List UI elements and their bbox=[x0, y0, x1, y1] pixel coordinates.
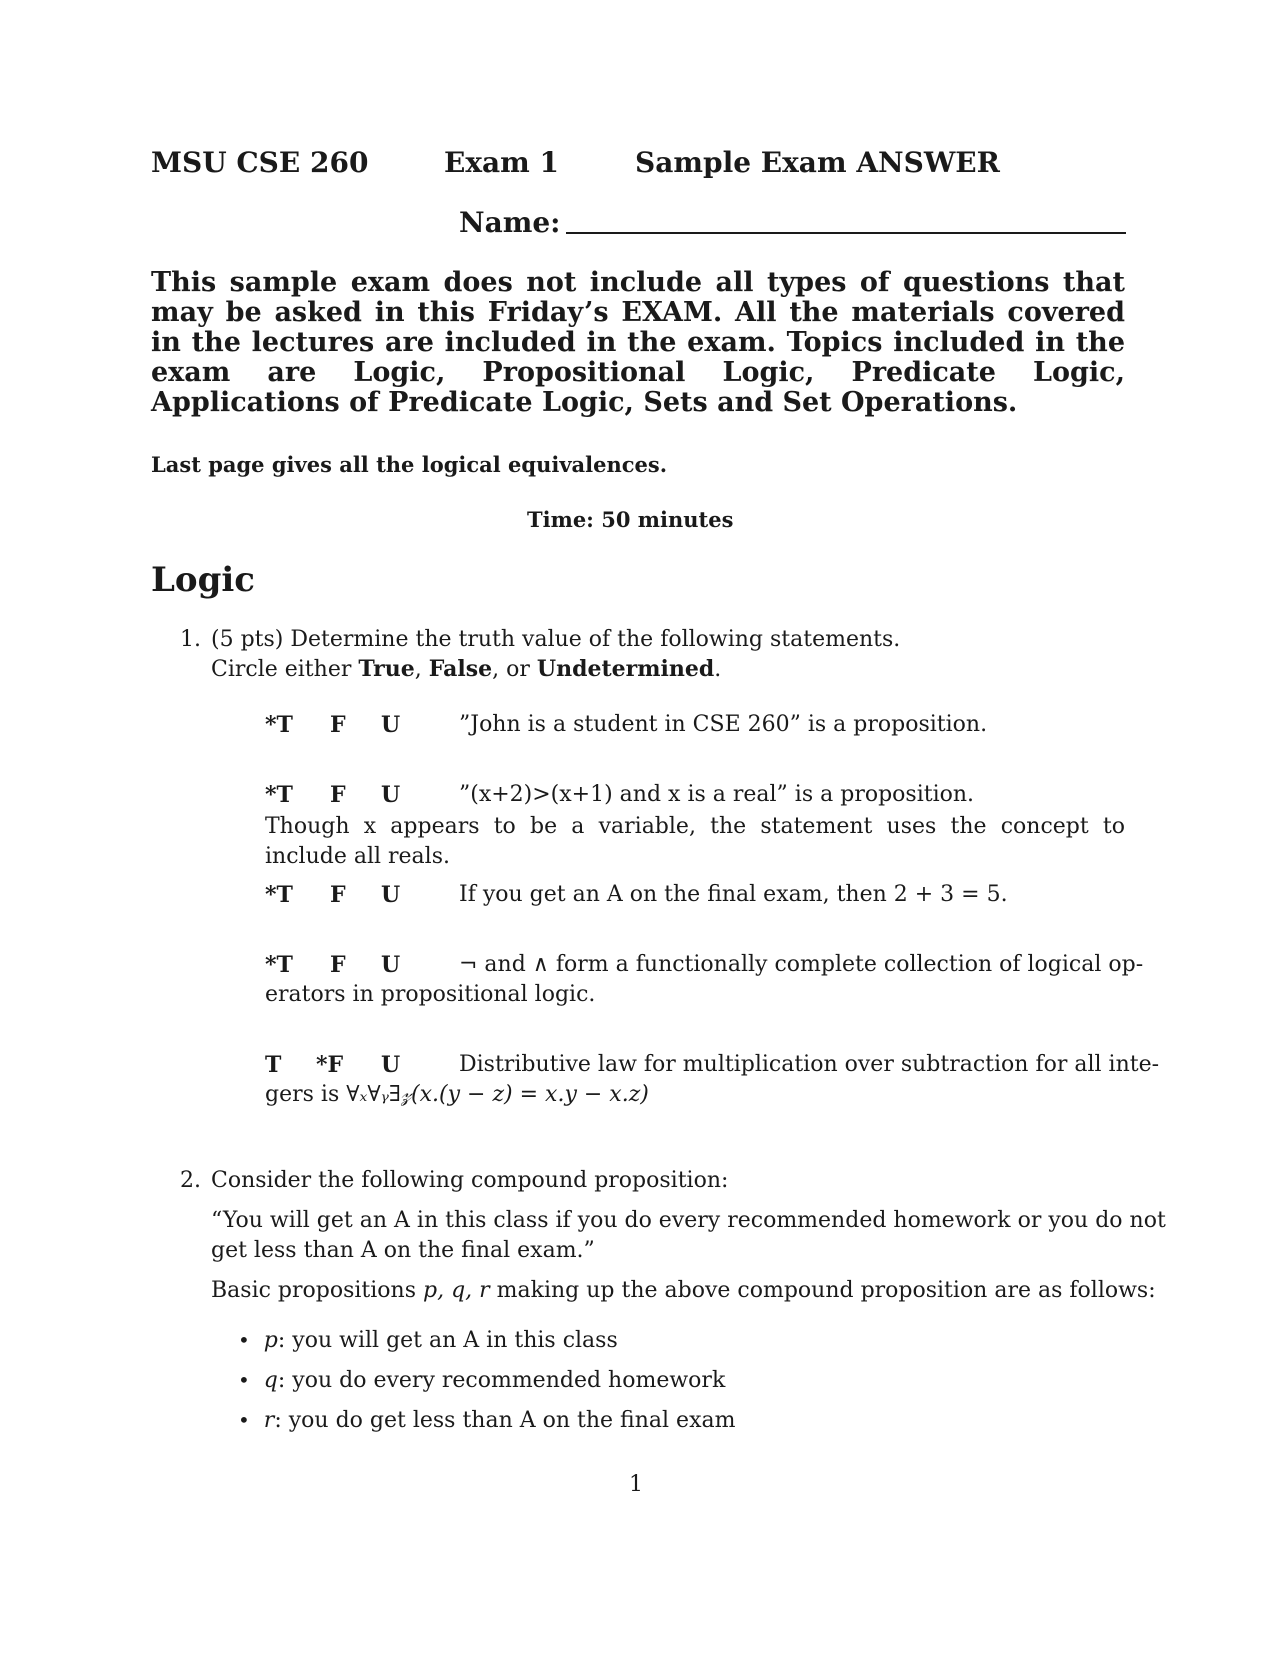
q2-quote-line1: “You will get an A in this class if you do every recommended homework or you do not bbox=[211, 1208, 1166, 1233]
q2-number: 2. bbox=[180, 1168, 201, 1193]
bullet-q: • q: you do every recommended homework bbox=[238, 1368, 726, 1393]
bullet-dot-icon: • bbox=[238, 1408, 250, 1432]
q1-item2-false[interactable]: F bbox=[330, 782, 346, 808]
time-limit: Time: 50 minutes bbox=[527, 507, 734, 532]
exam-label: Exam 1 bbox=[444, 146, 560, 179]
q2-quote-line2: get less than A on the final exam.” bbox=[211, 1238, 595, 1263]
page-number: 1 bbox=[629, 1472, 643, 1497]
q1-item1-false[interactable]: F bbox=[330, 712, 346, 738]
q1-item2-true[interactable]: *T bbox=[265, 782, 293, 808]
q1-item5-true[interactable]: T bbox=[265, 1052, 282, 1078]
q1-prompt: (5 pts) Determine the truth value of the following statements. bbox=[211, 627, 901, 652]
q1-item4-statement: ¬ and ∧ form a functionally complete collection of logical op- bbox=[459, 952, 1144, 977]
last-page-note: Last page gives all the logical equivalences. bbox=[151, 452, 668, 477]
q1-item2-note: Though x appears to be a variable, the statement uses the concept to include all reals. bbox=[265, 814, 1125, 869]
q1-item1-true[interactable]: *T bbox=[265, 712, 293, 738]
q1-item4-true[interactable]: *T bbox=[265, 952, 293, 978]
bullet-r: • r: you do get less than A on the final exam bbox=[238, 1408, 736, 1433]
q1-item4-false[interactable]: F bbox=[330, 952, 346, 978]
bullet-dot-icon: • bbox=[238, 1328, 250, 1352]
q1-item1-statement: ”John is a student in CSE 260” is a proposition. bbox=[459, 712, 988, 737]
q1-number: 1. bbox=[180, 627, 201, 652]
course-code: MSU CSE 260 bbox=[151, 146, 369, 179]
q1-item2-statement: ”(x+2)>(x+1) and x is a real” is a proposition. bbox=[459, 782, 975, 807]
q1-item5-false[interactable]: *F bbox=[316, 1052, 344, 1078]
exam-title: Sample Exam ANSWER bbox=[635, 146, 1000, 179]
q1-item3-undetermined[interactable]: U bbox=[381, 882, 401, 908]
section-title: Logic bbox=[151, 560, 255, 600]
q1-item3-false[interactable]: F bbox=[330, 882, 346, 908]
intro-paragraph: This sample exam does not include all types of questions that may be asked in this Friday’s EXAM. All the materials covered in the lectures are included in the exam. Topics included in the exam are Logic, Propositional Logic, Predicate Logic, Applications of Predicate Logic, Sets and Set Operations. bbox=[151, 267, 1125, 418]
q1-item5-statement-cont: gers is ∀ₓ∀ᵧ∃𝓏(x.(y − z) = x.y − x.z) bbox=[265, 1082, 649, 1107]
q1-item1-undetermined[interactable]: U bbox=[381, 712, 401, 738]
bullet-dot-icon: • bbox=[238, 1368, 250, 1392]
q1-item3-true[interactable]: *T bbox=[265, 882, 293, 908]
distributive-formula: ∀ₓ∀ᵧ∃𝓏(x.(y − z) = x.y − x.z) bbox=[346, 1082, 649, 1107]
q2-basic-props: Basic propositions p, q, r making up the above compound proposition are as follows: bbox=[211, 1278, 1156, 1303]
q1-item5-statement: Distributive law for multiplication over subtraction for all inte- bbox=[459, 1052, 1160, 1077]
q1-item4-statement-cont: erators in propositional logic. bbox=[265, 982, 596, 1007]
q1-instructions: Circle either True, False, or Undetermined. bbox=[211, 656, 722, 682]
bullet-p: • p: you will get an A in this class bbox=[238, 1328, 618, 1353]
q2-prompt: Consider the following compound proposition: bbox=[211, 1168, 729, 1193]
q1-item5-undetermined[interactable]: U bbox=[381, 1052, 401, 1078]
name-label: Name: bbox=[459, 206, 561, 239]
q1-item3-statement: If you get an A on the final exam, then 2 + 3 = 5. bbox=[459, 882, 1008, 907]
name-underline bbox=[566, 232, 1126, 234]
q1-item2-undetermined[interactable]: U bbox=[381, 782, 401, 808]
q1-item4-undetermined[interactable]: U bbox=[381, 952, 401, 978]
